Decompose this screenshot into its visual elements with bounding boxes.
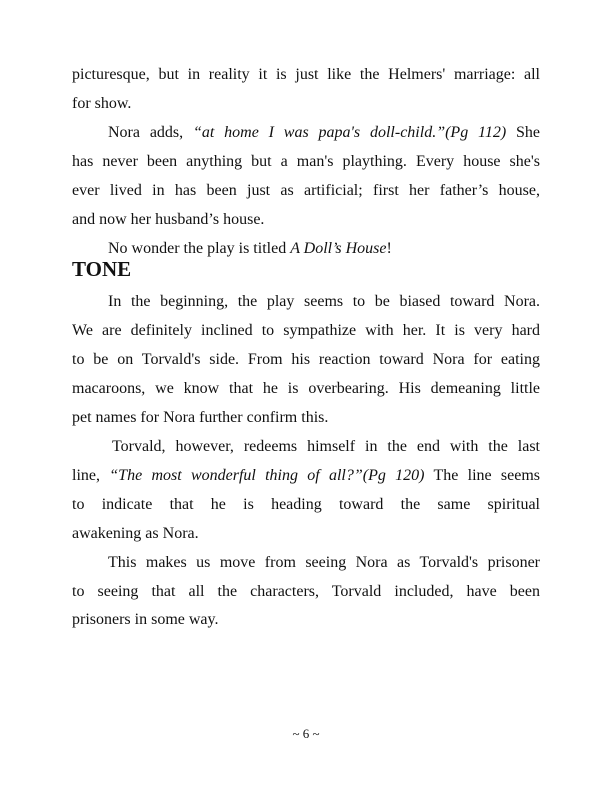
text-segment: and now her husband’s house. bbox=[72, 211, 265, 228]
text-line bbox=[72, 89, 540, 118]
text-line bbox=[72, 176, 540, 205]
italic-text: A Doll’s House bbox=[290, 240, 387, 257]
text-segment: awakening as Nora. bbox=[72, 525, 199, 542]
text-segment: to indicate that he is heading toward the same spiritual bbox=[72, 496, 540, 513]
text-line bbox=[72, 461, 540, 490]
text-line bbox=[72, 605, 540, 634]
text-line bbox=[72, 432, 540, 461]
text-line bbox=[72, 234, 540, 263]
text-line bbox=[72, 403, 540, 432]
text-line bbox=[72, 490, 540, 519]
text-segment: This makes us move from seeing Nora as Torvald's prisoner bbox=[108, 554, 540, 571]
section-heading: TONE bbox=[72, 257, 132, 281]
text-line bbox=[72, 60, 540, 89]
italic-text: “The most wonderful thing of all?”(Pg 120) bbox=[109, 467, 425, 484]
text-segment: She bbox=[506, 124, 540, 141]
text-line bbox=[72, 577, 540, 606]
text-line bbox=[72, 374, 540, 403]
text-segment: The line seems bbox=[424, 467, 540, 484]
text-segment: We are definitely inclined to sympathize with her. It is very hard bbox=[72, 322, 540, 339]
text-segment: prisoners in some way. bbox=[72, 611, 219, 628]
text-segment: In the beginning, the play seems to be biased toward Nora. bbox=[108, 293, 540, 310]
text-line bbox=[72, 205, 540, 234]
text-segment: Nora adds, bbox=[108, 124, 193, 141]
text-segment: to be on Torvald's side. From his reaction toward Nora for eating bbox=[72, 351, 540, 368]
text-segment: No wonder the play is titled bbox=[108, 240, 291, 257]
text-segment: line, bbox=[72, 467, 110, 484]
text-segment: macaroons, we know that he is overbearing. His demeaning little bbox=[72, 380, 540, 397]
italic-text: “at home I was papa's doll-child.”(Pg 112) bbox=[192, 124, 507, 141]
text-segment: picturesque, but in reality it is just like the Helmers' marriage: all bbox=[72, 66, 540, 83]
text-line bbox=[72, 147, 540, 176]
text-line bbox=[72, 519, 540, 548]
text-segment: Torvald, however, redeems himself in the end with the last bbox=[112, 438, 540, 455]
text-line bbox=[72, 316, 540, 345]
text-segment: for show. bbox=[72, 95, 132, 112]
text-segment: ever lived in has been just as artificial; first her father’s house, bbox=[72, 182, 540, 199]
text-line bbox=[72, 287, 540, 316]
page-number: ~ 6 ~ bbox=[292, 726, 320, 741]
text-line bbox=[72, 548, 540, 577]
text-segment: ! bbox=[386, 240, 392, 257]
text-segment: has never been anything but a man's plaything. Every house she's bbox=[72, 153, 540, 170]
text-segment: to seeing that all the characters, Torvald included, have been bbox=[72, 583, 540, 600]
text-segment: pet names for Nora further confirm this. bbox=[72, 409, 329, 426]
text-line bbox=[72, 345, 540, 374]
text-line bbox=[72, 118, 540, 147]
